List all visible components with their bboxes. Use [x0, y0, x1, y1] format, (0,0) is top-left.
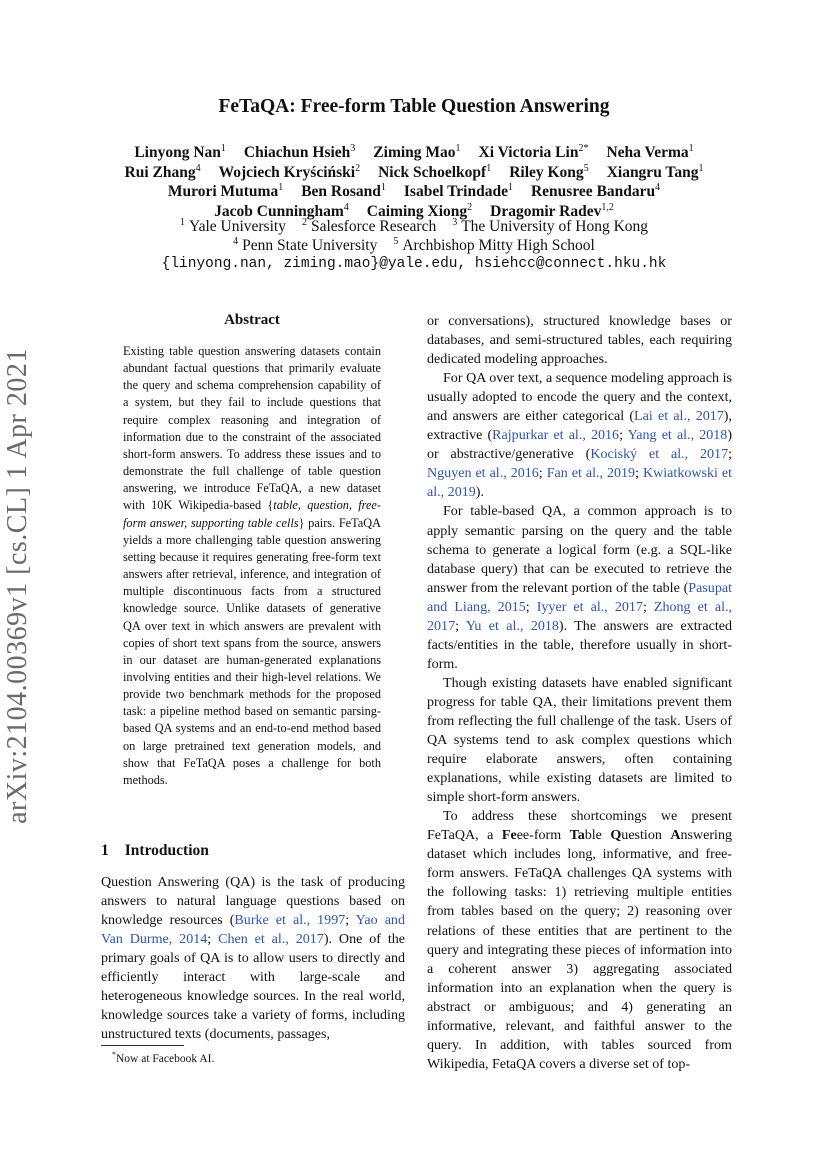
author-name: Caiming Xiong$^2$ [366, 201, 473, 220]
affiliation: $^2$ Salesforce Research [301, 217, 437, 236]
abstract-italic: free-form answer [123, 498, 381, 530]
paragraph: For table-based QA, a common approach is to apply semantic parsing on the query and the table schema to generate a logical form (e.g. a SQL-like database query) that can be executed to retrieve the answer from the relevant portion of the table (Pasupat and Liang, 2015; Iyyer et al., 2017; Zhong et al., 2017; Yu et al., 2018). The answers are extracted facts/entities in the table, therefore usually in short-form. [427, 503, 732, 672]
affiliation-line-1 [0, 217, 828, 236]
section-number: 1 [101, 842, 109, 859]
footnote-rule [101, 1045, 184, 1046]
citation-link[interactable]: Rajpurkar et al., 2016 [492, 427, 620, 444]
paragraph: Though existing datasets have enabled significant progress for table QA, their limitations prevent them from reflecting the full challenge of the task. Users of QA systems tend to ask complex questions which require elaborate answers, often containing explanations, while existing datasets are limited to simple short-form answers. [427, 674, 732, 806]
paragraph: or conversations), structured knowledge bases or databases, and semi-structured tables, each requiring dedicated modeling approaches. [427, 313, 732, 368]
arxiv-identifier-text: arXiv:2104.00369v1 [cs.CL] 1 Apr 2021 [2, 348, 33, 824]
citation-link[interactable]: Chen et al., 2017 [218, 931, 324, 948]
author-name: Renusree Bandaru$^4$ [530, 182, 661, 201]
author-name: Jacob Cunningham$^4$ [214, 201, 349, 220]
affiliation-line-2 [0, 236, 828, 255]
citation-link[interactable]: Yao and Van Durme, 2014 [101, 912, 405, 948]
citation-link[interactable]: Nguyen et al., 2016 [427, 465, 539, 482]
citation-link[interactable]: Kociský et al., 2017 [590, 446, 729, 463]
abstract-italic: question [307, 498, 349, 513]
affiliation: $^5$ Archbishop Mitty High School [393, 236, 595, 255]
citation-link[interactable]: Fan et al., 2019 [546, 465, 636, 482]
footnote-mark: * [112, 1050, 116, 1059]
author-name: Isabel Trindade$^1$ [403, 182, 513, 201]
abstract-body [123, 343, 381, 789]
abstract-heading: Abstract [224, 312, 280, 328]
author-name: Ben Rosand$^1$ [301, 182, 386, 201]
section-title: Introduction [124, 842, 209, 859]
abstract-italic: , [184, 515, 191, 530]
author-name: Murori Mutuma$^1$ [167, 182, 284, 201]
affiliation: $^4$ Penn State University [233, 236, 378, 255]
affiliation: $^1$ Yale University [179, 217, 286, 236]
paragraph: To address these shortcomings we present FeTaQA, a Feee-form Table Question Answering dataset which includes long, informative, and free-form answers. FeTaQA challenges QA systems with the following tasks: 1) retrieving multiple entities from tables based on the query; 2) reasoning over relations of these entities that are pertinent to the query and integrating these pieces of information into a coherent answer 3) aggregating associated information into an explanation when the query is abstract or ambiguous; and 4) generating an informative, relevant, and faithful answer to the query. In addition, with tables sourced from Wikipedia, FetaQA covers a diverse set of top- [427, 808, 732, 1072]
author-name: Xiangru Tang$^1$ [606, 162, 704, 181]
author-emails: {linyong.nan, ziming.mao}@yale.edu, hsiehcc@connect.hku.hk [161, 256, 667, 272]
paper-title: FeTaQA: Free-form Table Question Answering [218, 96, 610, 117]
right-column-text [427, 312, 732, 1074]
abstract-italic: supporting table cells [190, 515, 299, 530]
citation-link[interactable]: Iyyer et al., 2017 [536, 598, 643, 615]
citation-link[interactable]: Burke et al., 1997 [234, 912, 346, 929]
author-name: Dragomir Radev$^{1,2}$ [490, 201, 614, 220]
citation-link[interactable]: Yu et al., 2018 [465, 617, 559, 634]
author-name: Linyong Nan$^1$ [134, 143, 226, 162]
left-column-text [101, 873, 405, 1044]
abstract-italic: , [348, 498, 359, 513]
footnote [112, 1050, 214, 1065]
author-name: Nick Schoelkopf$^1$ [378, 162, 492, 181]
abstract-italic: , [297, 498, 308, 513]
citation-link[interactable]: Lai et al., 2017 [634, 408, 724, 425]
abstract-text: Existing table question answering datasets contain abundant factual questions that primarily evaluate the query and schema comprehension capability of a system, but they fail to include questions that require complex reasoning and integration of information due to the constraint of the associated short-form answers. To address these issues and to demonstrate the full challenge of table question answering, we introduce FeTaQA, a new dataset with 10K Wikipedia-based { [123, 344, 381, 513]
author-name: Xi Victoria Lin$^{2*}$ [478, 143, 589, 162]
paragraph: For QA over text, a sequence modeling approach is usually adopted to encode the query and the context, and answers are either categorical (Lai et al., 2017), extractive (Rajpurkar et al., 2016; Yang et al., 2018) or abstractive/generative (Kociský et al., 2017; Nguyen et al., 2016; Fan et al., 2019; Kwiatkowski et al., 2019). [427, 370, 733, 501]
section-heading-introduction [101, 842, 209, 860]
intro-paragraph: Question Answering (QA) is the task of producing answers to natural language questions based on knowledge resources (Burke et al., 1997; Yao and Van Durme, 2014; Chen et al., 2017). One of the primary goals of QA is to allow users to directly and efficiently interact with large-scale and heterogeneous knowledge sources. In the real world, knowledge sources take a variety of forms, including unstructured texts (documents, passages, [101, 874, 405, 1043]
citation-link[interactable]: Zhong et al., 2017 [427, 598, 732, 634]
author-name: Neha Verma$^1$ [606, 143, 694, 162]
author-name: Chiachun Hsieh$^3$ [243, 143, 356, 162]
citation-link[interactable]: Yang et al., 2018 [627, 427, 728, 444]
author-name: Wojciech Kryściński$^2$ [218, 162, 361, 181]
citation-link[interactable]: Pasupat and Liang, 2015 [427, 579, 732, 615]
author-name: Ziming Mao$^1$ [373, 143, 461, 162]
abstract-text: } pairs. FeTaQA yields a more challenging table question answering setting because it requires generating free-form text answers after retrieval, inference, and integration of multiple discontinuous facts from a structured knowledge source. Unlike datasets of generative QA over text in which answers are prevalent with copies of short text spans from the source, answers in our dataset are human-generated explanations involving entities and their high-level relations. We provide two benchmark methods for the proposed task: a pipeline method based on semantic parsing-based QA systems and an end-to-end method based on large pretrained text generation models, and show that FeTaQA poses a challenge for both methods. [123, 515, 381, 787]
author-name: Riley Kong$^5$ [509, 162, 589, 181]
author-name: Rui Zhang$^4$ [124, 162, 201, 181]
citation-link[interactable]: Kwiatkowski et al., 2019 [427, 465, 733, 501]
abstract-italic: table [273, 498, 298, 513]
affiliation: $^3$ The University of Hong Kong [452, 217, 649, 236]
footnote-text: Now at Facebook AI. [116, 1052, 215, 1065]
